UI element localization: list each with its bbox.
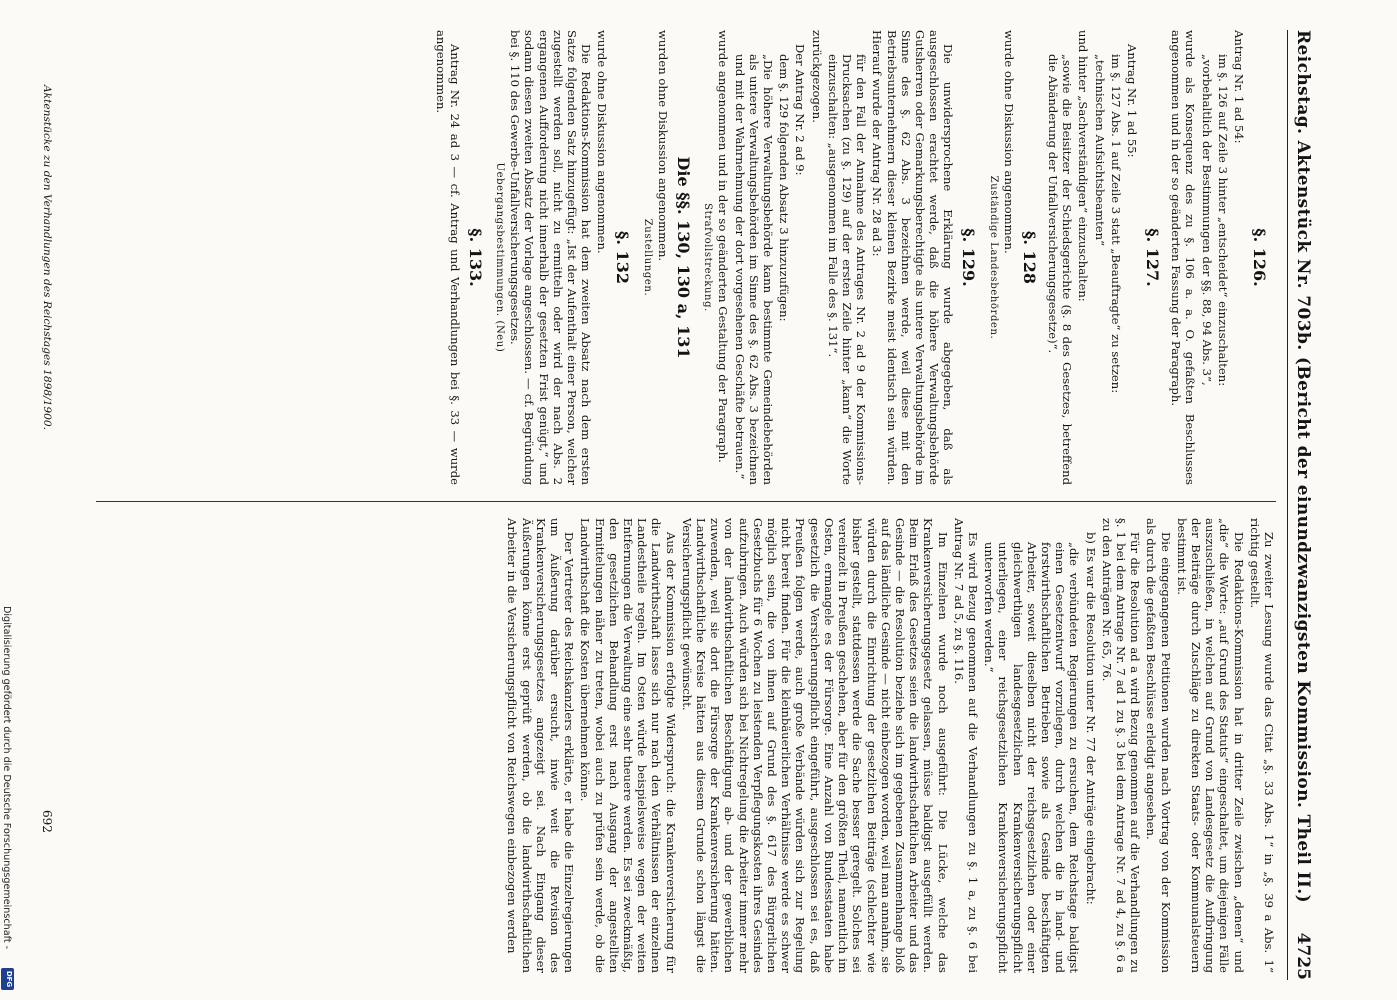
rotated-document-page — [16, 30, 1316, 980]
quote: „technischen Aufsichtsbeamten“ — [1092, 54, 1107, 247]
page-footer: Aktenstücke zu den Verhandlungen des Reichstages 1898/1900. — [41, 85, 53, 430]
dfg-logo — [1, 968, 14, 990]
section-heading-126: §. 126. — [1250, 228, 1269, 287]
paragraph: wurde als Konsequenz des zu §. 106 a. a. O. gefaßten Beschlusses angenommen und in der so geänderten Fassung der Paragraph. — [1169, 30, 1198, 485]
dfg-logo-text: DFG — [5, 970, 14, 988]
paragraph: zurückgezogen. — [809, 30, 824, 123]
paragraph: b) Es war die Resolution unter Nr. 77 der Anträge eingebracht: — [1083, 532, 1098, 905]
paragraph: Aus der Kommission erfolgte Widerspruch: die Krankenversicherung für die Landwirthschaft lasse sich nur nach den Verhältnissen der einzelnen Landestheile regeln. Im Osten würde beispielsweise wegen der weiten Entfernungen die Verwaltung eine sehr theuere werden. Es sei zweckmäßig, den gesetzlichen Behandlung erst nach Ausgang der angestellten Ermittelungen näher zu treten, wobei auch zu prüfen sein werde, ob die Landwirthschaft die Kosten übernehmen könne. — [578, 518, 678, 973]
credit-text: Digitalisierung gefördert durch die Deutsche Forschungsgemeinschaft - — [1, 606, 12, 950]
quote: „sowie die Beisitzer der Schiedsgerichte (§. 8 des Gesetzes, betreffend die Abänderung der Unfallversicherungsgesetze)“. — [1045, 54, 1075, 485]
section-heading-129: §. 129. — [959, 228, 979, 287]
paragraph: wurde ohne Diskussion angenommen. — [595, 30, 610, 254]
column-divider — [96, 501, 1276, 502]
section-heading-133: §. 133. — [465, 228, 485, 287]
paragraph: im §. 127 Abs. 1 auf Zeile 3 statt „Beauftragte“ zu setzen: — [1108, 54, 1123, 394]
subheading: Uebergangsbestimmungen. (Neu) — [494, 162, 506, 353]
paragraph: Antrag Nr. 1 ad 55: — [1124, 44, 1139, 158]
subheading: Zuständige Landesbehörden. — [987, 175, 999, 340]
paragraph: Zu zweiter Lesung wurde das Citat „§. 33 Abs. 1“ in „§. 39 a Abs. 1“ richtig gestellt. — [1247, 518, 1276, 973]
quote: „die verbündeten Regierungen zu ersuchen, dem Reichstage baldigst einen Gesetzentwurf vorzulegen, durch welchen die in land- und forstwirthschaftlichen Betrieben sowie als Gesinde beschäftigten Arbeiter, soweit dieselben nicht der reichsgesetzlichen oder einer gleichwerthigen landesgesetzlichen Krankenversicherungspflicht unterliegen, einer reichsgesetzlichen Krankenversicherungspflicht unterworfen werden.“ — [982, 542, 1082, 973]
section-heading-130: Die §§. 130, 130 a, 131 — [673, 156, 693, 359]
page-number: 4725 — [1293, 932, 1313, 980]
paragraph: Es wird Bezug genommen auf die Verhandlungen zu §. 1 a, zu §. 6 bei Antrag Nr. 7 ad 5, zu §. 116. — [951, 518, 980, 973]
paragraph: wurden ohne Diskussion angenommen. — [655, 30, 670, 262]
section-heading-127: §. 127. — [1142, 228, 1162, 287]
page-header — [1287, 30, 1316, 980]
right-column — [503, 518, 1276, 973]
footer-page-number: 692 — [40, 810, 54, 833]
subheading: Strafvollstreckung. — [702, 203, 714, 312]
paragraph: im §. 126 auf Zeile 3 hinter „entscheidet“ einzuschalten: — [1215, 54, 1230, 387]
paragraph: wurde ohne Diskussion angenommen. — [1001, 30, 1016, 254]
section-heading-128: §. 128 — [1019, 231, 1039, 284]
paragraph: Die Redaktions-Kommission hat in dritter Zeile zwischen „denen“ und „die“ die Worte: „auf Grund des Statuts“ eingeschaltet, um diejenigen Fälle auszuschließen, in welchen auf Grund von Landesgesetz die Aufbringung der Beiträge durch Zuschläge zu direkten Staats- oder Kommunalsteuern bestimmt ist. — [1174, 518, 1246, 973]
paragraph: Antrag Nr. 1 ad 54: — [1232, 30, 1246, 144]
paragraph: und hinter „Sachverständigen“ einzuschalten: — [1076, 30, 1091, 302]
paragraph: Der Vertreter des Reichskanzlers erklärte, er habe die Einzelregierungen um Äußerung darüber ersucht, inwie weit die Revision des Krankenversicherungsgesetzes angezeigt sei. Nach Eingang dieser Äußerungen könne erst geprüft werden, ob die landwirthschaftlichen Arbeiter in die Versicherungspflicht von Reichswegen einbezogen werden — [505, 518, 577, 973]
paragraph: Für die Resolution ad a wird Bezug genommen auf die Verhandlungen zu §. 1 bei dem Antrage Nr. 7 ad 1 zu §. 3 bei dem Antrage Nr. 7 ad 4, zu §. 6 a zu den Anträgen Nr. 65, 76. — [1099, 518, 1143, 973]
paragraph: dem §. 129 folgenden Absatz 3 hinzuzufügen: — [777, 54, 792, 322]
paragraph: Die unwidersprochene Erklärung wurde abgegeben, daß als ausgeschlossen erachtet werde, daß die höhere Verwaltungsbehörde Gutsherren oder Gemarkungsberechtigte als untere Verwaltungsbehörde im Sinne des §. 62 Abs. 3 bezeichnen werde, weil diese mit den Betriebsunternehmern dieser kleinen Bezirke meist identisch sein würden. Hierauf wurde der Antrag Nr. 28 ad 3: — [870, 30, 956, 485]
paragraph: Die eingegangenen Petitionen wurden nach Vortrag von der Kommission als durch die gefaßten Beschlüsse erledigt angesehen. — [1144, 518, 1173, 973]
paragraph: Die Redaktions-Kommission hat dem zweiten Absatz nach dem ersten Satze folgenden Satz hinzugefügt: „Ist der Aufenthalt einer Person, welcher zugestellt werden soll, nicht zu ermitteln oder wird der nach Abs. 2 ergangenen Aufforderung nicht innerhalb der gesetzten Frist genügt,“ und sodann diesen zweiten Absatz der Vorlage angeschlossen. — cf. Begründung bei §. 110 des Gewerbe-Unfallversicherungsgesetzes. — [508, 30, 594, 485]
quote: „Die höhere Verwaltungsbehörde kann bestimmte Gemeindebehörden als untere Verwaltungsbehörden im Sinne des §. 62 Abs. 3 bezeichnen und mit der Wahrnehmung der dort vorgesehenen Geschäfte betrauen.“ — [732, 54, 775, 485]
quote: „vorbehaltlich der Bestimmungen der §§. 88, 94 Abs. 3“, — [1199, 54, 1214, 386]
paragraph: Im Einzelnen wurde noch ausgeführt: Die Lücke, welche das Krankenversicherungsgesetz gelassen, müsse baldigst ausgefüllt werden. Beim Erlaß des Gesetzes seien die landwirthschaftlichen Arbeiter und das Gesinde — die Resolution beziehe sich im gegebenen Zusammenhange bloß auf das ländliche Gesinde — nicht einbezogen worden, weil man annahm, sie würden durch die Einrichtung der gesetzlichen Beiträge (schlechter wie bisher gestellt, stattdessen werde die Sache besser geregelt. Solches sei vereinzelt in Preußen geschehen, aber für den größten Theil, namentlich im Osten, ermangele es der Fürsorge. Eine Anzahl von Bundesstaaten habe gesetzlich die Versicherungspflicht eingeführt, ausgeschlossen sei es, daß Preußen folgen werde, auch große Verbände würden sich zur Regelung nicht bereit finden. Für die kleinbäuerlichen Verhältnisse werde es schwer möglich sein, die von ihnen auf Grund des §. 617 des Bürgerlichen Gesetzbuchs für 6 Wochen zu leistenden Verpflegungskosten ihres Gesindes aufzubringen. Auch würden sich bei Nichtregelung die Arbeiter immer mehr von der landwirthschaftlichen Beschäftigung ab- und der gewerblichen zuwenden, weil sie dort die Fürsorge der Krankenversicherung hätten. Landwirthschaftliche Kreise hätten aus diesem Grunde schon längst die Versicherungspflicht gewünscht. — [679, 518, 950, 973]
page-title: Reichstag. Aktenstück Nr. 703b. (Bericht der einundzwanzigsten Kommission. Theil II.) — [1293, 30, 1313, 904]
subheading: Zustellungen. — [641, 218, 653, 297]
paragraph: Der Antrag Nr. 2 ad 9: — [793, 44, 808, 176]
quote: für den Fall der Annahme des Antrages Nr. 2 ad 9 der Kommissions-Drucksachen (zu §. 129) auf der ersten Zeile hinter „kann“ die Worte einzuschalten: „ausgenommen im Falle des §. 131“. — [825, 54, 869, 485]
left-column — [431, 30, 1276, 485]
paragraph: Antrag Nr. 24 ad 3 — cf. Antrag und Verhandlungen bei §. 33 — wurde angenommen. — [433, 30, 462, 485]
section-heading-132: §. 132 — [613, 231, 633, 284]
paragraph: wurde angenommen und in der so geänderten Gestaltung der Paragraph. — [716, 30, 731, 463]
digitization-credit — [0, 606, 16, 992]
